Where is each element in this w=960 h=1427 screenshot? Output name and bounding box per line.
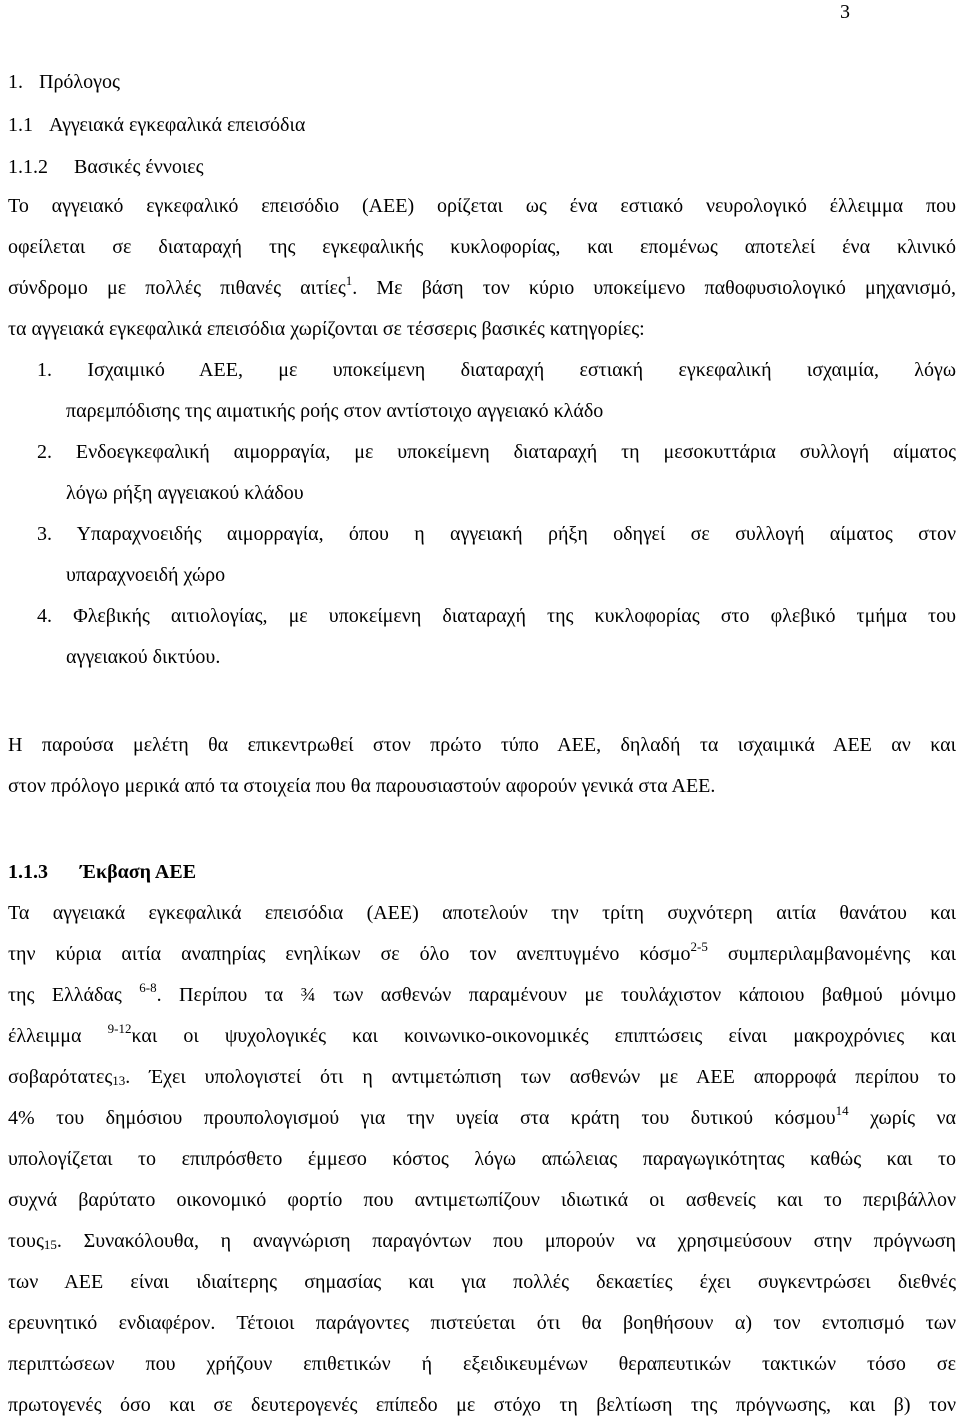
text-line: οφείλεται σε διαταραχή της εγκεφαλικής κυκλοφορίας, και επομένως αποτελεί ένα κλινικό [8,236,956,258]
text-line: την κύρια αιτία αναπηρίας ενηλίκων σε όλο τον ανεπτυγμένο κόσμο$^{2-5}$ συμπεριλαμβανομένης και [8,939,957,965]
text-line: σύνδρομο με πολλές πιθανές αιτίες$^1$. Με βάση τον κύριο υποκείμενο παθοφυσιολογικό μηχανισμό, [8,273,956,299]
text-line: υπολογίζεται το επιπρόσθετο έμμεσο κόστος λόγω απώλειας παραγωγικότητας καθώς και το [8,1148,956,1170]
heading-stroke-episodes [8,113,305,137]
text-line: τα αγγειακά εγκεφαλικά επεισόδια χωρίζονται σε τέσσερις βασικές κατηγορίες: [8,318,645,340]
text-line: περιπτώσεων που χρήζουν επιθετικών ή εξειδικευμένων θεραπευτικών τακτικών τόσο σε [8,1353,956,1375]
page-number: 3 [840,1,850,23]
citation: 14 [835,1103,849,1118]
heading-number: 1. [8,71,23,93]
text-line: πρωτογενές όσο και σε δευτερογενές επίπεδο με στόχο τη βελτίωση της πρόγνωσης, και β) τον [8,1394,956,1416]
study-paragraph [8,725,956,807]
text-line: σοβαρότατες$_{13}$. Έχει υπολογιστεί ότι η αντιμετώπιση των ασθενών με ΑΕΕ απορροφά περίπου το [8,1066,956,1088]
heading-basic-concepts [8,155,204,179]
text-line: Η παρούσα μελέτη θα επικεντρωθεί στον πρώτο τύπο ΑΕΕ, δηλαδή τα ισχαιμικά ΑΕΕ αν και [8,734,956,756]
citation: 9-12 [107,1021,132,1036]
citation: 2-5 [690,939,708,954]
text-line: Το αγγειακό εγκεφαλικό επεισόδιο (ΑΕΕ) ορίζεται ως ένα εστιακό νευρολογικό έλλειμμα που [8,195,956,217]
list-item: 2. Ενδοεγκεφαλική αιμορραγία, με υποκείμενη διαταραχή τη μεσοκυττάρια συλλογή αίματος λόγω ρήξη αγγειακού κλάδου [37,441,956,504]
heading-text: Βασικές έννοιες [74,156,204,178]
text-line: τους$_{15}$. Συνακόλουθα, η αναγνώριση παραγόντων που μπορούν να χρησιμεύσουν στην πρόγνωση [8,1230,956,1252]
text-line: συχνά βαρύτατο οικονομικό φορτίο που αντιμετωπίζουν ιδιωτικά οι ασθενείς και το περιβάλλον [8,1189,956,1211]
text-line: 4% του δημόσιου προυπολογισμού για την υγεία στα κράτη του δυτικού κόσμου$^{14}$ χωρίς να [8,1103,957,1129]
heading-number: 1.1 [8,114,33,136]
list-item: 3. Υπαραχνοειδής αιμορραγία, όπου η αγγειακή ρήξη οδηγεί σε συλλογή αίματος στον υπαραχνοειδή χώρο [37,523,956,586]
text-line: Τα αγγειακά εγκεφαλικά επεισόδια (ΑΕΕ) αποτελούν την τρίτη συχνότερη αιτία θανάτου και [8,902,956,924]
text-line: ερευνητικό ενδιαφέρον. Τέτοιοι παράγοντες πιστεύεται ότι θα βοηθήσουν α) τον εντοπισμό των [8,1312,956,1334]
outcome-paragraph [8,893,956,1426]
stroke-categories-list [37,350,956,678]
list-item: 1. Ισχαιμικό ΑΕΕ, με υποκείμενη διαταραχή εστιακή εγκεφαλική ισχαιμία, λόγω παρεμπόδισης της αιματικής ροής στον αντίστοιχο αγγειακό κλάδο [37,359,956,422]
citation: 1 [345,273,353,288]
intro-paragraph [8,186,956,350]
text-line: στον πρόλογο μερικά από τα στοιχεία που θα παρουσιαστούν αφορούν γενικά στα ΑΕΕ. [8,775,716,797]
citation: 13 [112,1073,126,1088]
heading-stroke-outcome [8,860,196,884]
heading-text: Έκβαση ΑΕΕ [80,861,197,883]
text-line: της Ελλάδας $^{6-8}$. Περίπου τα ¾ των ασθενών παραμένουν με τουλάχιστον κάποιου βαθμού μόνιμο [8,980,956,1006]
list-item: 4. Φλεβικής αιτιολογίας, με υποκείμενη διαταραχή της κυκλοφορίας στο φλεβικό τμήμα του αγγειακού δικτύου. [37,605,956,668]
heading-text: Αγγειακά εγκεφαλικά επεισόδια [49,114,306,136]
citation: 6-8 [139,980,157,995]
heading-text: Πρόλογος [39,71,120,93]
citation: 15 [43,1237,57,1252]
heading-number: 1.1.2 [8,156,48,178]
heading-number: 1.1.3 [8,861,48,883]
text-line: των ΑΕΕ είναι ιδιαίτερης σημασίας και για πολλές δεκαετίες έχει συγκεντρώσει διεθνές [8,1271,956,1293]
heading-prologue [8,70,120,94]
text-line: έλλειμμα $^{9-12}$και οι ψυχολογικές και κοινωνικο-οικονομικές επιπτώσεις είναι μακροχρόνιες και [8,1021,957,1047]
